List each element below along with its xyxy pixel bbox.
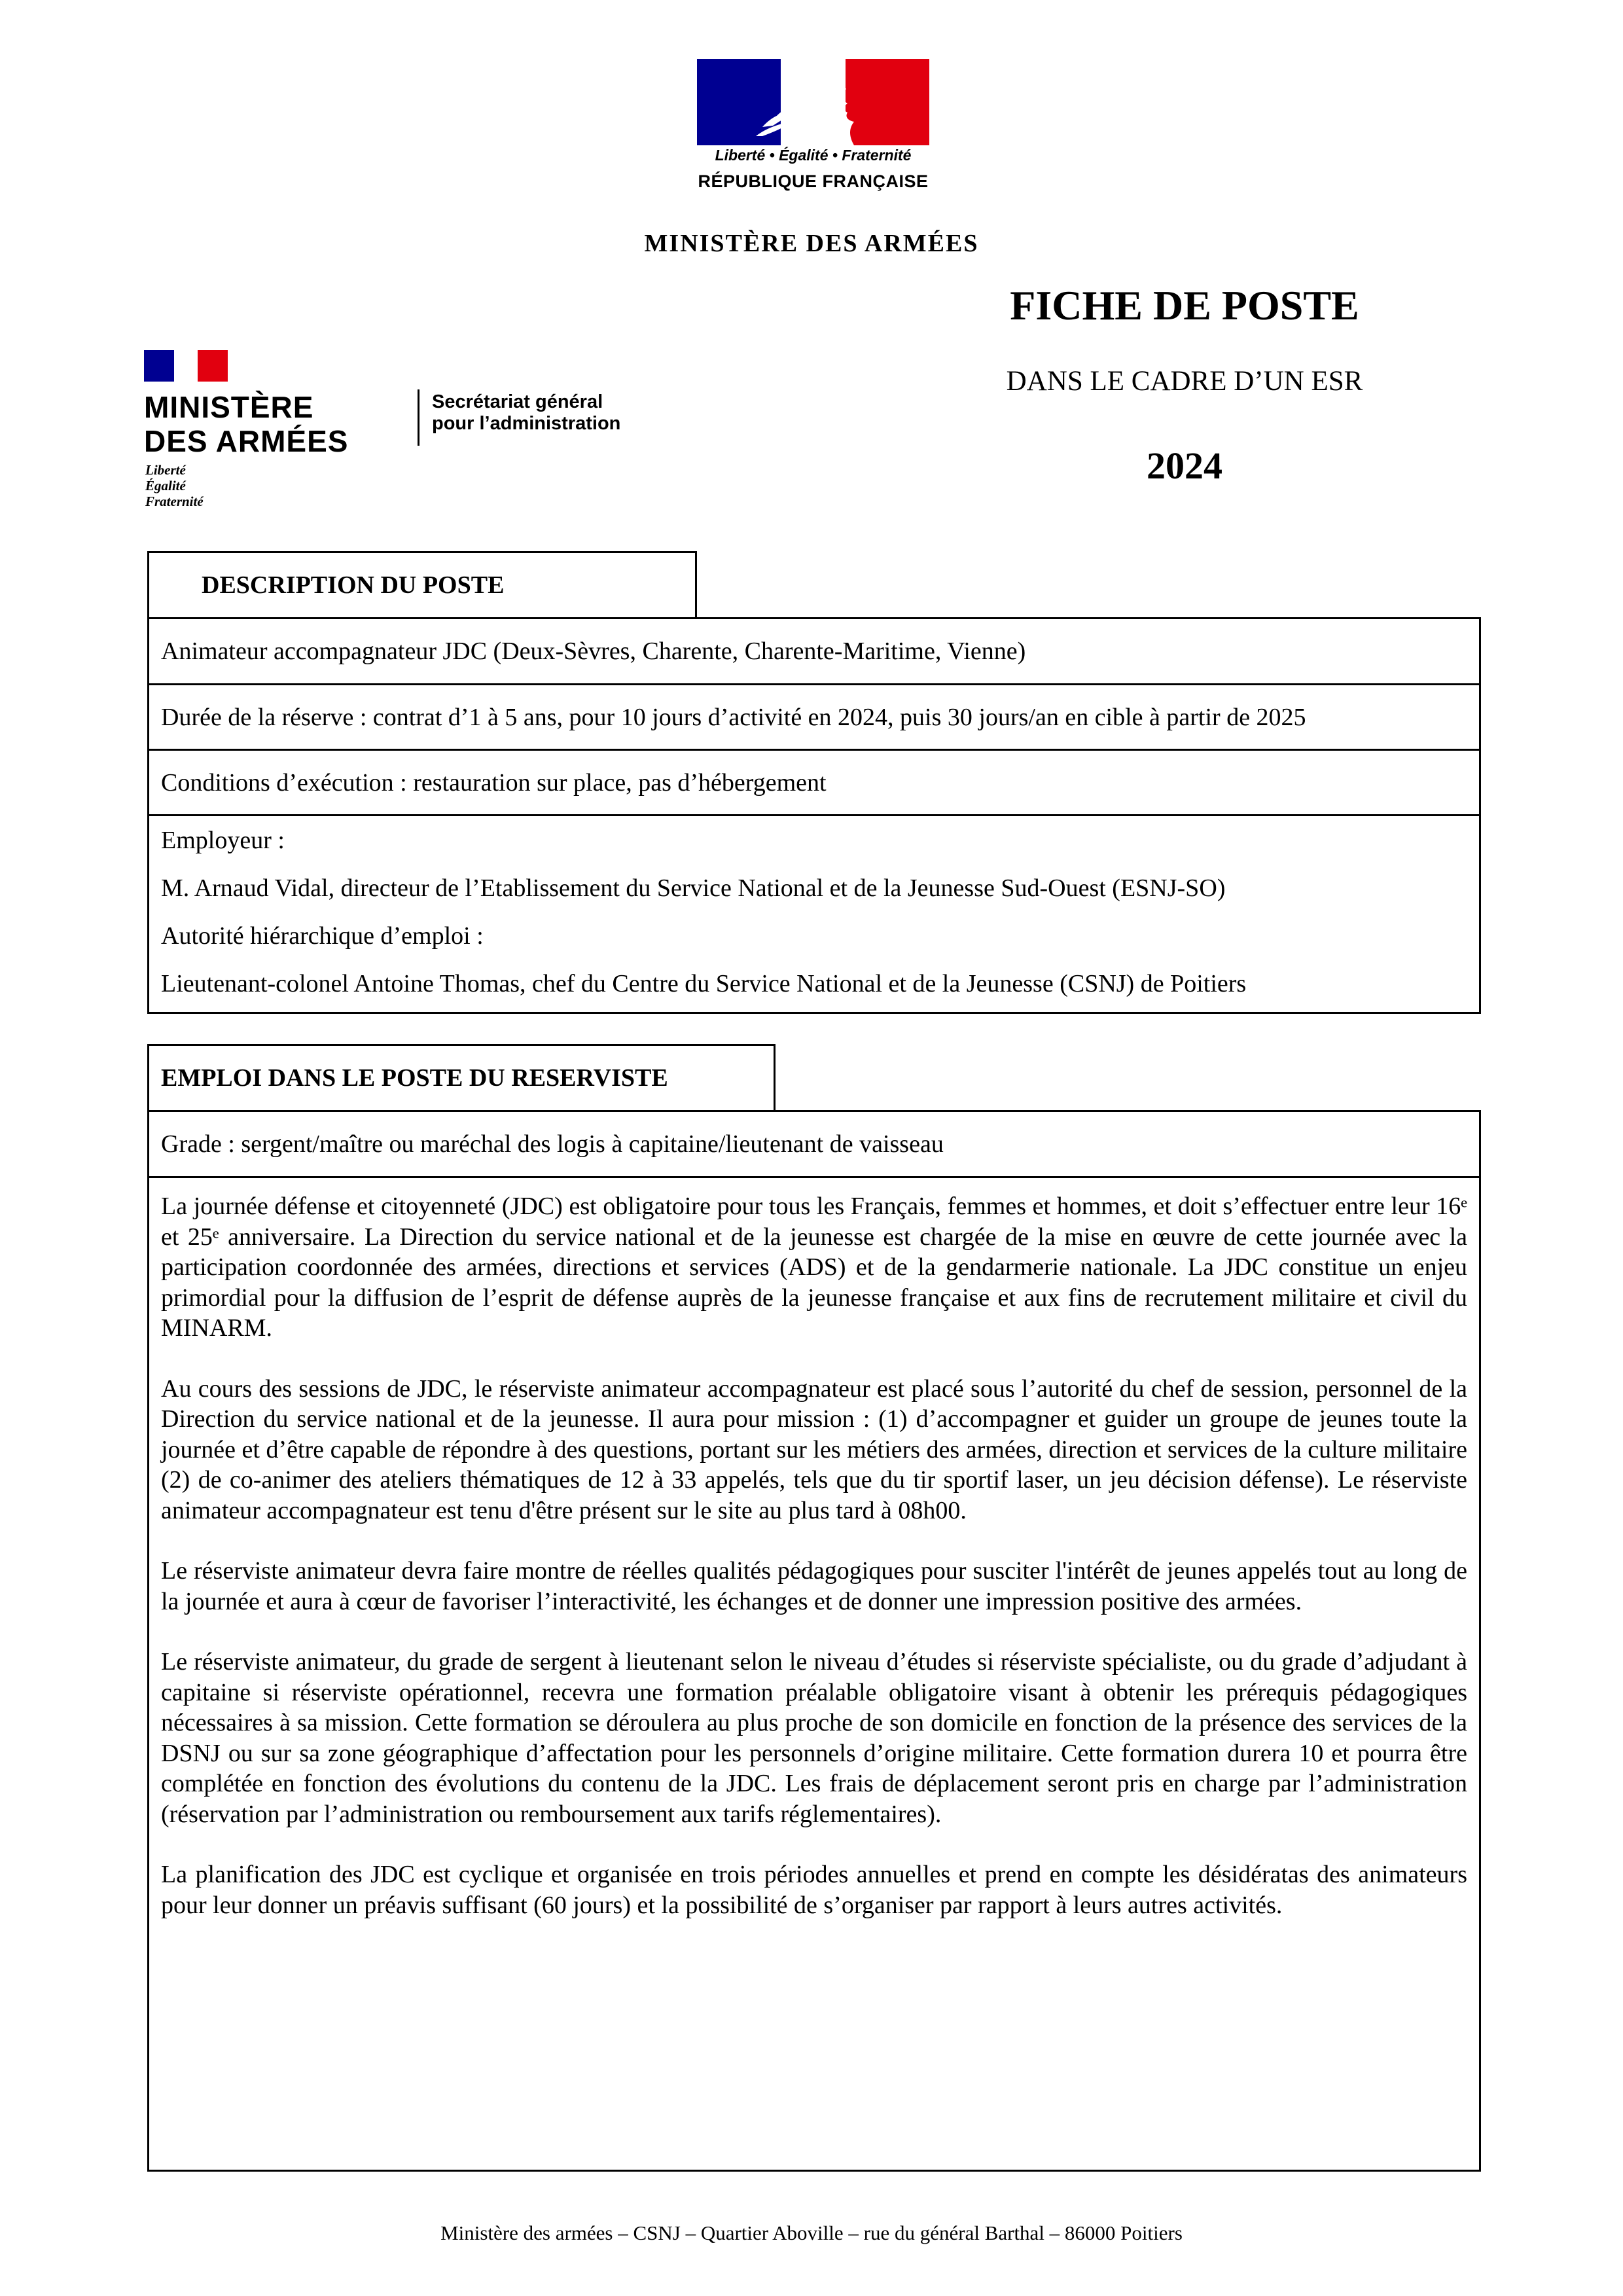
grade-text: Grade : sergent/maître ou maréchal des logis à capitaine/lieutenant de vaisseau (161, 1130, 944, 1158)
employer-row (147, 814, 1481, 1014)
service-name-line1: Secrétariat général (432, 391, 603, 412)
paragraph-qualites: Le réserviste animateur devra faire montre de réelles qualités pédagogiques pour susciter l'intérêt de jeunes appelés tout au long de la journée et aura à cœur de favoriser l’interactivité, les échanges et de donner une impression positive des armées. (161, 1557, 1467, 1615)
paragraph-formation: Le réserviste animateur, du grade de sergent à lieutenant selon le niveau d’études si réserviste spécialiste, ou du grade d’adjudant à capitaine si réserviste opérationnel, recevra une formation préalable obligatoire visant à obtenir les prérequis pédagogiques nécessaires à sa mission. Cette formation se déroulera au plus proche de son domicile en fonction de la présence des services de la DSNJ ou sur sa zone géographique d’affectation pour les personnels d’origine militaire. Cette formation durera 10 et pourra être complétée en fonction des évolutions du contenu de la JDC. Les frais de déplacement seront pris en charge par l’administration (réservation par l’administration ou remboursement aux tarifs réglementaires). (161, 1648, 1467, 1828)
small-tricolor-flag-icon (144, 350, 228, 382)
motto-liberte: Liberté (145, 462, 186, 478)
job-title-text: Animateur accompagnateur JDC (Deux-Sèvres, Charente, Charente-Maritime, Vienne) (161, 637, 1026, 665)
authority-label: Autorité hiérarchique d’emploi : (161, 922, 484, 950)
footer-address: Ministère des armées – CSNJ – Quartier Aboville – rue du général Barthal – 86000 Poitiers (440, 2221, 1183, 2244)
grade-row (147, 1110, 1481, 1178)
ministere-logo-line1: MINISTÈRE (144, 390, 314, 424)
logo-divider (418, 389, 419, 446)
conditions-text: Conditions d’exécution : restauration sur place, pas d’hébergement (161, 768, 827, 797)
motto-fraternite: Fraternité (145, 493, 204, 509)
duration-text: Durée de la réserve : contrat d’1 à 5 ans, pour 10 jours d’activité en 2024, puis 30 jours/an en cible à partir de 2025 (161, 703, 1306, 731)
motto-egalite: Égalité (145, 478, 186, 493)
ministere-armees-logo (144, 350, 641, 520)
employer-label: Employeur : (161, 827, 285, 854)
paragraph-mission: Au cours des sessions de JDC, le réserviste animateur accompagnateur est placé sous l’autorité du chef de session, personnel de la Direction du service national et de la jeunesse. Il aura pour mission : (1) d’accompagner et guider un groupe de jeunes toute la journée et d’être capable de répondre à des questions, portant sur les métiers des armées, direction et services de la culture militaire (2) de co-animer des ateliers thématiques de 12 à 33 appelés, tels que du tir sportif laser, un jeu décision défense). Le réserviste animateur accompagnateur est tenu d'être présent sur le site au plus tard à 08h00. (161, 1374, 1467, 1524)
paragraph-planification: La planification des JDC est cyclique et organisée en trois périodes annuelles et prend en compte les désidératas des animateurs pour leur donner un préavis suffisant (60 jours) et la possibilité de s’organiser par rapport à leurs autres activités. (161, 1861, 1467, 1919)
republique-francaise-logo (697, 59, 929, 196)
ministere-logo-line2: DES ARMÉES (144, 424, 349, 458)
conditions-row (147, 749, 1481, 816)
service-name-line2: pour l’administration (432, 413, 621, 434)
description-section-heading (147, 551, 697, 619)
ministry-heading: MINISTÈRE DES ARMÉES (644, 230, 979, 257)
marianne-profile-icon (743, 64, 874, 145)
emploi-heading-text: EMPLOI DANS LE POSTE DU RESERVISTE (161, 1064, 668, 1092)
employer-text: M. Arnaud Vidal, directeur de l’Etablissement du Service National et de la Jeunesse Sud-Ouest (ESNJ-SO) (161, 874, 1226, 902)
document-title: FICHE DE POSTE (1010, 282, 1359, 329)
document-year: 2024 (1147, 444, 1222, 487)
mission-description (147, 1176, 1481, 2172)
republic-name: RÉPUBLIQUE FRANÇAISE (698, 171, 929, 191)
republic-motto: Liberté • Égalité • Fraternité (715, 147, 912, 164)
job-title-row (147, 617, 1481, 685)
description-heading-text: DESCRIPTION DU POSTE (202, 571, 505, 599)
emploi-section-heading (147, 1044, 776, 1112)
tricolor-flag (697, 59, 929, 145)
paragraph-jdc: La journée défense et citoyenneté (JDC) est obligatoire pour tous les Français, femmes et hommes, et doit s’effectuer entre leur 16ᵉ et 25ᵉ anniversaire. La Direction du service national et de la jeunesse est chargée de la mise en œuvre de cette journée avec la participation coordonnée des armées, directions et services (ADS) et de la gendarmerie nationale. La JDC constitue un enjeu primordial pour la diffusion de l’esprit de défense auprès de la jeunesse française et aux fins de recrutement militaire et civil du MINARM. (161, 1193, 1467, 1342)
authority-text: Lieutenant-colonel Antoine Thomas, chef du Centre du Service National et de la Jeunesse (CSNJ) de Poitiers (161, 970, 1247, 997)
document-subtitle: DANS LE CADRE D’UN ESR (1006, 366, 1363, 397)
duration-row (147, 683, 1481, 751)
